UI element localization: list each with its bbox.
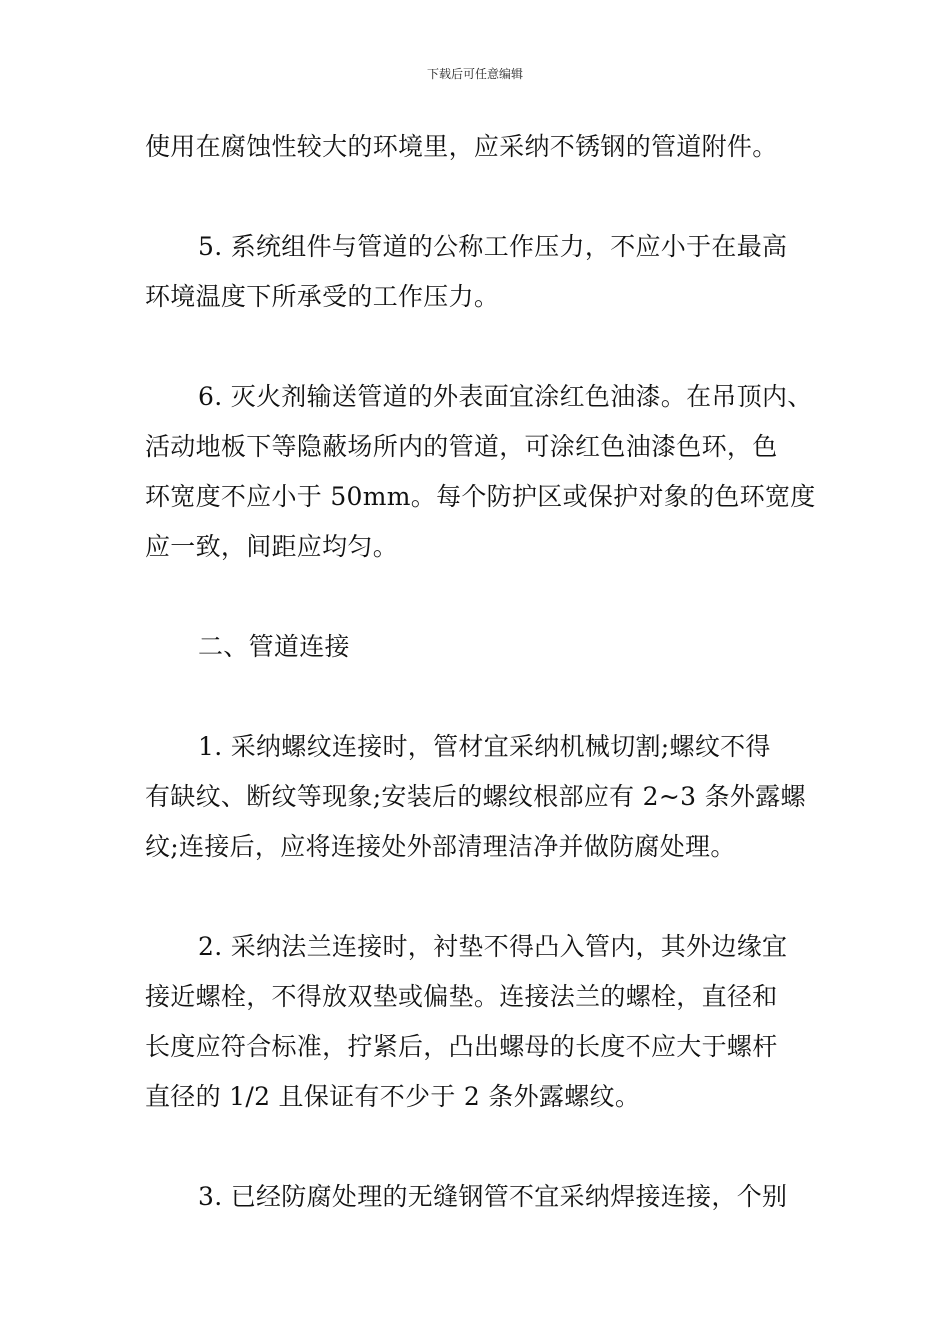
paragraph-connection-item-3 (145, 1172, 810, 1222)
paragraph-fittings-continuation (145, 122, 810, 172)
paragraph-connection-item-2 (145, 922, 810, 1122)
text-line: 使用在腐蚀性较大的环境里，应采纳不锈钢的管道附件。 (145, 132, 778, 161)
document-body (145, 122, 816, 1222)
text-line: 5. 系统组件与管道的公称工作压力，不应小于在最高 (198, 232, 788, 261)
text-line: 接近螺栓，不得放双垫或偏垫。连接法兰的螺栓，直径和 (145, 982, 778, 1011)
paragraph-gap (145, 572, 810, 622)
text-line: 环境温度下所承受的工作压力。 (145, 282, 500, 311)
text-line: 直径的 1/2 且保证有不少于 2 条外露螺纹。 (145, 1082, 641, 1111)
text-line: 活动地板下等隐蔽场所内的管道，可涂红色油漆色环，色 (145, 432, 778, 461)
paragraph-gap (145, 1122, 810, 1172)
paragraph-gap (145, 322, 810, 372)
section-heading: 二、管道连接 (198, 632, 350, 661)
section-heading-pipe-connection (145, 622, 810, 672)
text-line: 2. 采纳法兰连接时，衬垫不得凸入管内，其外边缘宜 (198, 932, 788, 961)
text-line: 环宽度不应小于 50mm。每个防护区或保护对象的色环宽度 (145, 482, 816, 511)
paragraph-item-5 (145, 222, 810, 322)
text-line: 3. 已经防腐处理的无缝钢管不宜采纳焊接连接，个别 (198, 1182, 788, 1211)
paragraph-gap (145, 172, 810, 222)
page-header: 下载后可任意编辑 (426, 67, 523, 81)
paragraph-connection-item-1 (145, 722, 810, 872)
text-line: 有缺纹、断纹等现象;安装后的螺纹根部应有 2~3 条外露螺 (145, 782, 806, 811)
text-line: 6. 灭火剂输送管道的外表面宜涂红色油漆。在吊顶内、 (198, 382, 813, 411)
text-line: 长度应符合标准，拧紧后，凸出螺母的长度不应大于螺杆 (145, 1032, 778, 1061)
paragraph-gap (145, 672, 810, 722)
text-line: 1. 采纳螺纹连接时，管材宜采纳机械切割;螺纹不得 (198, 732, 771, 761)
text-line: 应一致，间距应均匀。 (145, 532, 399, 561)
paragraph-item-6 (145, 372, 816, 572)
text-line: 纹;连接后，应将连接处外部清理洁净并做防腐处理。 (145, 832, 736, 861)
paragraph-gap (145, 872, 810, 922)
